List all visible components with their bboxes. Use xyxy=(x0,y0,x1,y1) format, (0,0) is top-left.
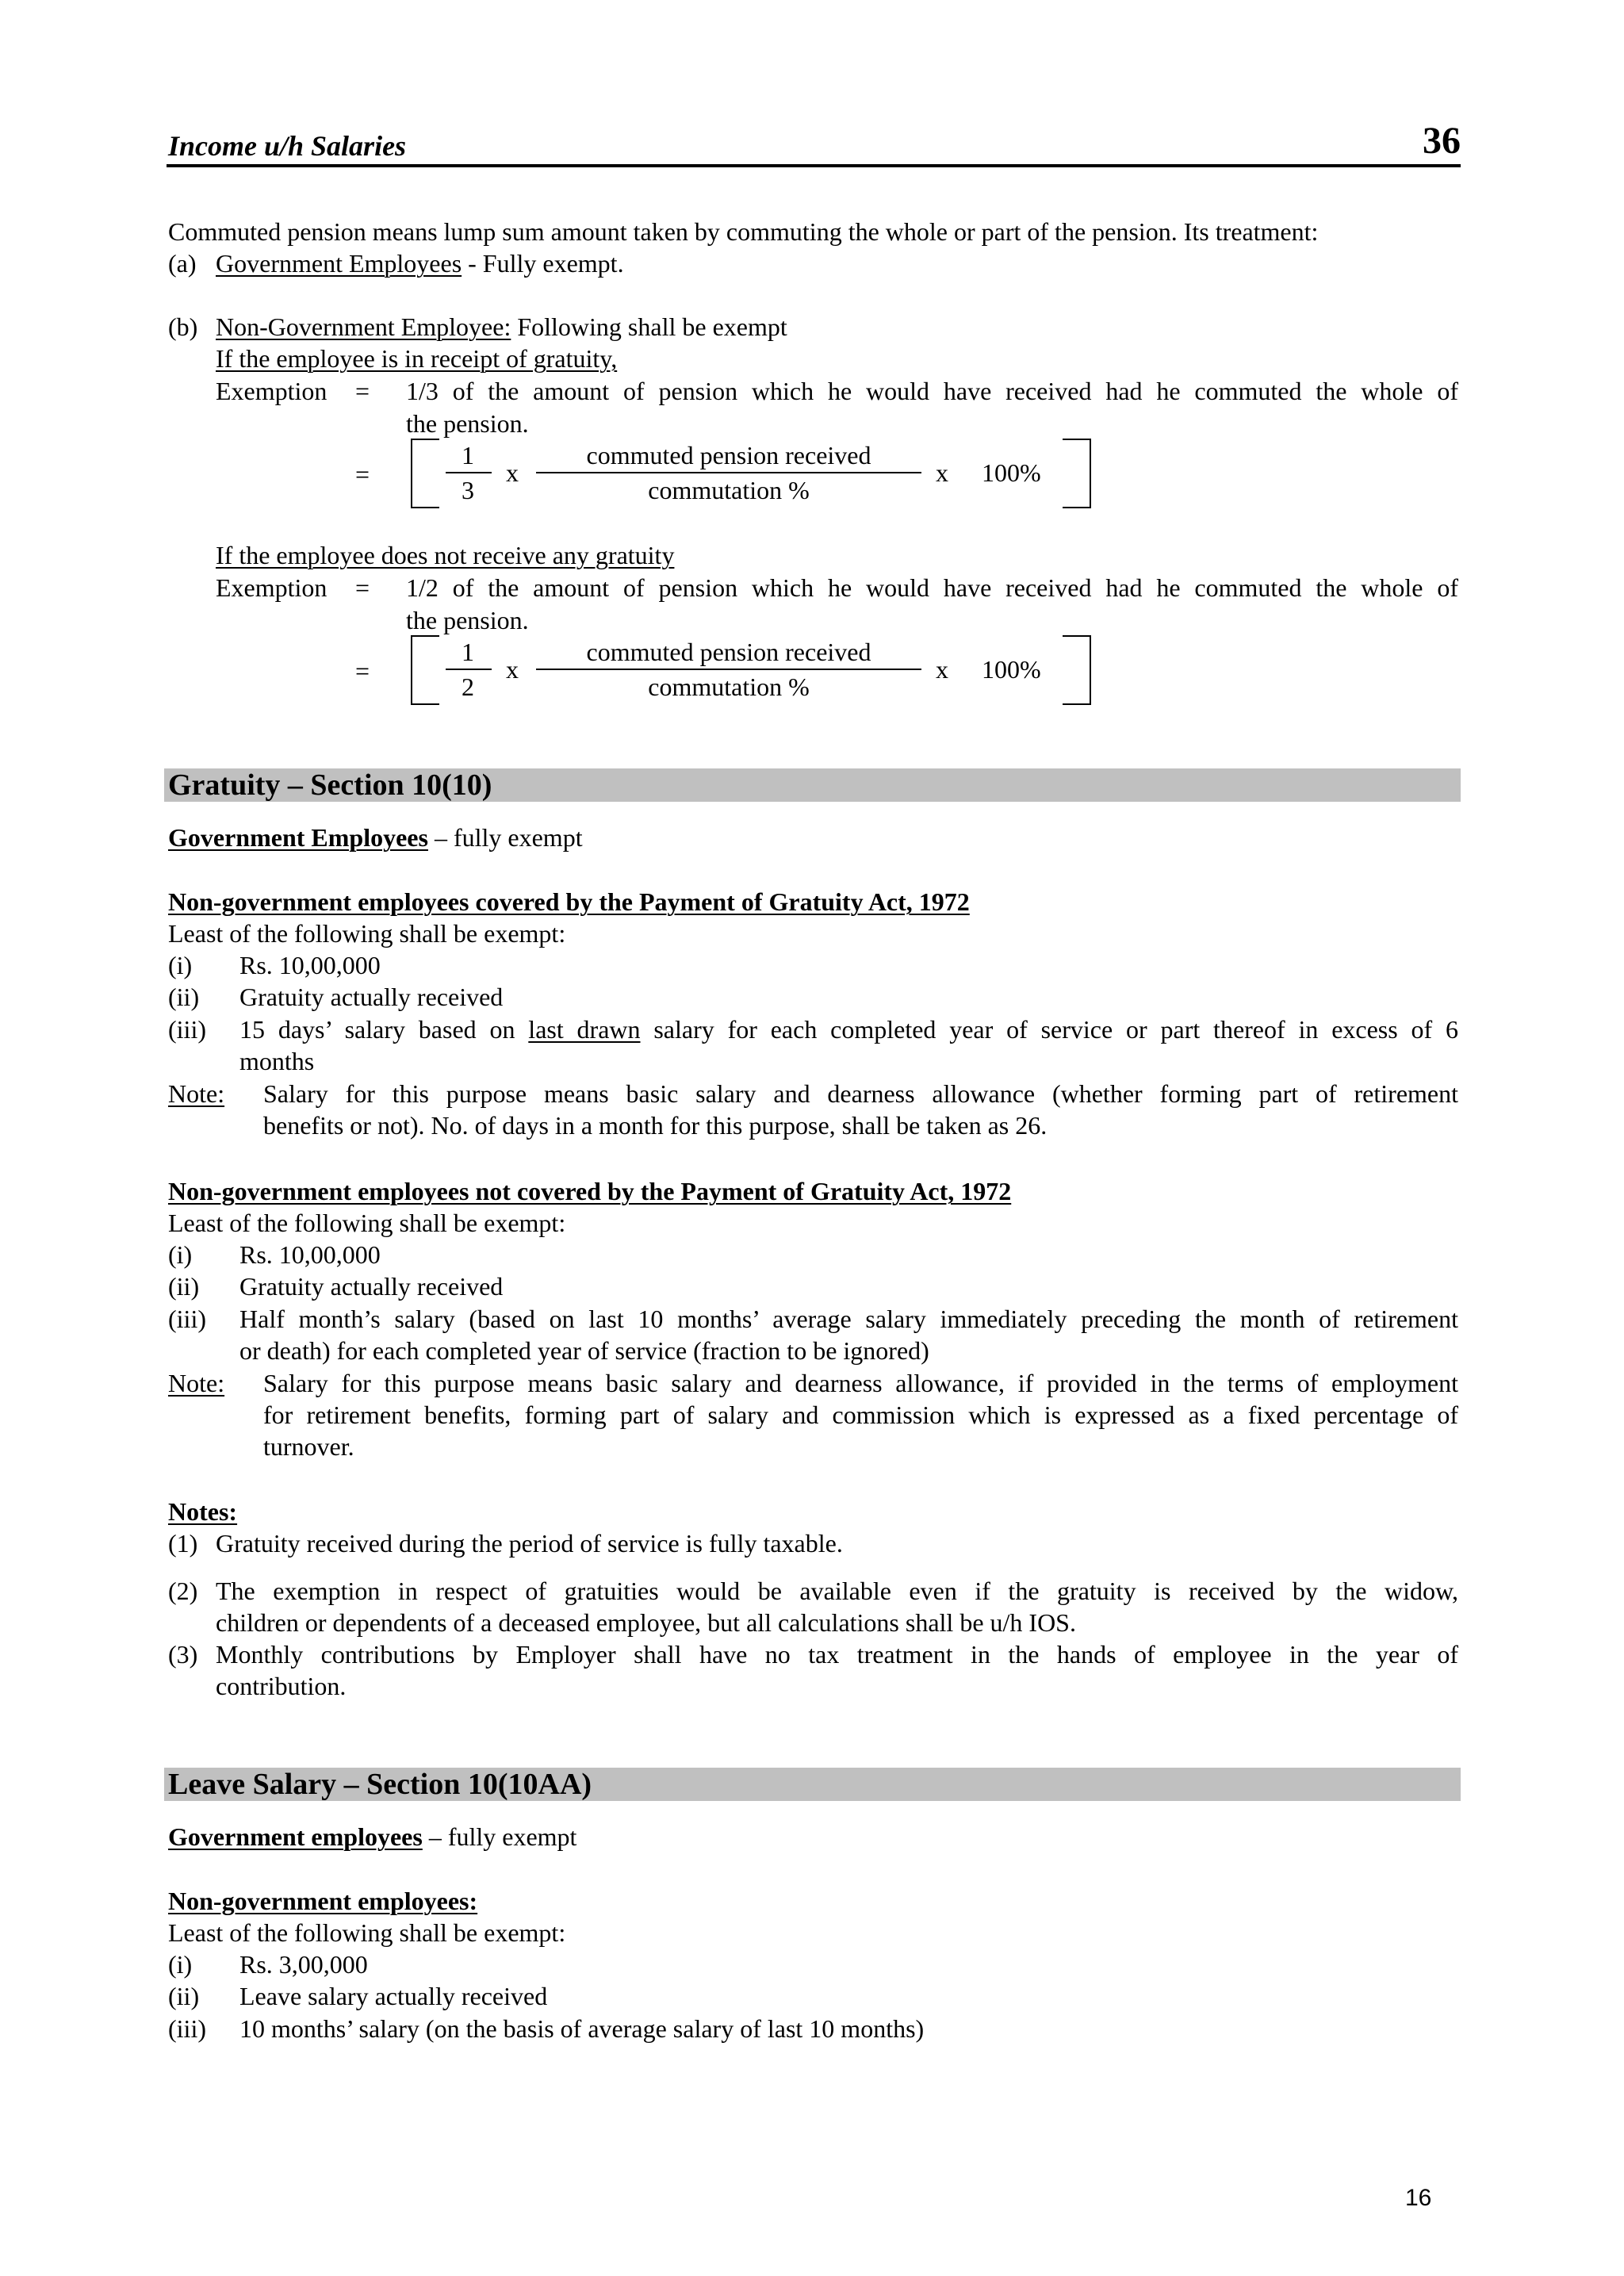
notes-heading: Notes: xyxy=(168,1497,238,1526)
formula-fraction-rule xyxy=(536,669,921,670)
exemption-label: Exemption xyxy=(216,377,327,405)
no-gratuity-condition: If the employee does not receive any gratuity xyxy=(216,541,675,569)
covered-lead: Least of the following shall be exempt: xyxy=(168,919,566,948)
pension-item-b xyxy=(216,311,787,343)
note-text: turnover. xyxy=(263,1432,354,1461)
formula-denominator-text: commutation % xyxy=(648,672,810,701)
section-heading-bar-gratuity xyxy=(164,768,1461,802)
leave-govt-line xyxy=(168,1821,576,1853)
formula-times: x xyxy=(936,458,948,487)
formula-numerator: 1 xyxy=(462,638,474,666)
gratuity-condition: If the employee is in receipt of gratuity, xyxy=(216,344,618,373)
pension-item-a xyxy=(216,247,624,279)
formula-fraction-rule xyxy=(446,669,492,670)
formula-fraction-rule xyxy=(446,472,492,473)
footer-page-number: 16 xyxy=(1405,2185,1432,2211)
pension-intro: Commuted pension means lump sum amount taken by commuting the whole or part of the pension. Its treatment: xyxy=(168,217,1319,246)
formula-right-bracket xyxy=(1063,439,1091,508)
formula-right-bracket xyxy=(1063,635,1091,705)
not-covered-lead: Least of the following shall be exempt: xyxy=(168,1209,566,1237)
gratuity-govt-title: Government Employees xyxy=(168,823,428,852)
note-item: Gratuity received during the period of service is fully taxable. xyxy=(216,1529,843,1558)
last-drawn-term: last drawn xyxy=(528,1015,641,1044)
formula-numerator-text: commuted pension received xyxy=(586,638,871,666)
list-item: Leave salary actually received xyxy=(239,1982,548,2010)
list-marker: (ii) xyxy=(168,983,200,1011)
section-heading-leave-salary: Leave Salary – Section 10(10AA) xyxy=(168,1768,592,1801)
note-text: Salary for this purpose means basic salary and dearness allowance, if provided in the terms of employment xyxy=(263,1369,1458,1397)
note-label: Note: xyxy=(168,1369,225,1397)
note-text: benefits or not). No. of days in a month for this purpose, shall be taken as 26. xyxy=(263,1111,1048,1140)
list-item: Rs. 10,00,000 xyxy=(239,1240,381,1269)
note-text: Salary for this purpose means basic salary and dearness allowance (whether forming part of retirement xyxy=(263,1079,1458,1108)
list-marker: (i) xyxy=(168,951,193,979)
formula-fraction-rule xyxy=(536,472,921,473)
formula-numerator: 1 xyxy=(462,441,474,469)
formula-times: x xyxy=(506,655,519,684)
list-item: Rs. 10,00,000 xyxy=(239,951,381,979)
gratuity-govt-text: – fully exempt xyxy=(427,823,583,852)
list-item-text: 15 days’ salary based on xyxy=(239,1015,529,1044)
pension-item-b-marker: (b) xyxy=(168,312,198,341)
exemption-text-line: 1/3 of the amount of pension which he would have received had he commuted the whole of xyxy=(406,377,1458,405)
list-marker: (ii) xyxy=(168,1982,200,2010)
note-item: Monthly contributions by Employer shall have no tax treatment in the hands of employee in the year of xyxy=(216,1640,1458,1669)
formula-denominator: 2 xyxy=(462,672,474,701)
exemption-equals: = xyxy=(355,573,370,602)
list-item: Gratuity actually received xyxy=(239,983,504,1011)
note-item: The exemption in respect of gratuities would be available even if the gratuity is received by the widow, xyxy=(216,1577,1458,1605)
list-item-continuation: months xyxy=(239,1047,315,1075)
leave-govt-text: – fully exempt xyxy=(422,1822,577,1851)
section-heading-gratuity: Gratuity – Section 10(10) xyxy=(168,768,492,802)
pension-item-a-marker: (a) xyxy=(168,249,197,278)
formula-equals: = xyxy=(355,460,370,489)
pension-item-b-text: Following shall be exempt xyxy=(511,312,787,341)
gratuity-govt-line xyxy=(168,822,583,853)
exemption-text-line: 1/2 of the amount of pension which he would have received had he commuted the whole of xyxy=(406,573,1458,602)
pension-item-a-text: - Fully exempt. xyxy=(462,249,624,278)
list-item-text: salary for each completed year of service or part thereof in excess of 6 xyxy=(640,1015,1459,1044)
leave-nongovt-heading: Non-government employees: xyxy=(168,1887,478,1915)
note-item-continuation: contribution. xyxy=(216,1672,347,1700)
leave-lead: Least of the following shall be exempt: xyxy=(168,1918,566,1947)
list-item: Half month’s salary (based on last 10 months’ average salary immediately preceding the month of retirement xyxy=(239,1305,1458,1333)
covered-act-heading: Non-government employees covered by the Payment of Gratuity Act, 1972 xyxy=(168,887,970,916)
list-marker: (iii) xyxy=(168,2014,206,2043)
formula-numerator-text: commuted pension received xyxy=(586,441,871,469)
formula-percent: 100% xyxy=(982,655,1041,684)
list-item xyxy=(239,1013,1458,1045)
exemption-text-line: the pension. xyxy=(406,606,529,634)
list-item: 10 months’ salary (on the basis of average salary of last 10 months) xyxy=(239,2014,925,2043)
list-marker: (iii) xyxy=(168,1305,206,1333)
note-marker: (3) xyxy=(168,1640,198,1669)
list-item-continuation: or death) for each completed year of service (fraction to be ignored) xyxy=(239,1336,929,1365)
list-item: Gratuity actually received xyxy=(239,1272,504,1301)
header-rule xyxy=(167,164,1461,167)
exemption-label: Exemption xyxy=(216,573,327,602)
not-covered-act-heading: Non-government employees not covered by the Payment of Gratuity Act, 1972 xyxy=(168,1177,1012,1205)
section-heading-bar-leave-salary xyxy=(164,1768,1461,1801)
exemption-equals: = xyxy=(355,377,370,405)
exemption-text-line: the pension. xyxy=(406,409,529,438)
note-marker: (1) xyxy=(168,1529,198,1558)
list-item: Rs. 3,00,000 xyxy=(239,1950,368,1979)
leave-govt-title: Government employees xyxy=(168,1822,423,1851)
govt-employees-link: Government Employees xyxy=(216,249,462,278)
note-item-continuation: children or dependents of a deceased employee, but all calculations shall be u/h IOS. xyxy=(216,1608,1076,1637)
formula-denominator: 3 xyxy=(462,476,474,504)
list-marker: (ii) xyxy=(168,1272,200,1301)
formula-left-bracket xyxy=(411,635,439,705)
list-marker: (i) xyxy=(168,1240,193,1269)
note-text: for retirement benefits, forming part of salary and commission which is expressed as a fixed percentage of xyxy=(263,1400,1458,1429)
formula-percent: 100% xyxy=(982,458,1041,487)
list-marker: (iii) xyxy=(168,1015,206,1044)
formula-left-bracket xyxy=(411,439,439,508)
chapter-page-number: 36 xyxy=(1423,120,1461,162)
formula-times: x xyxy=(506,458,519,487)
formula-times: x xyxy=(936,655,948,684)
formula-denominator-text: commutation % xyxy=(648,476,810,504)
note-label: Note: xyxy=(168,1079,225,1108)
note-marker: (2) xyxy=(168,1577,198,1605)
running-header-title: Income u/h Salaries xyxy=(168,130,407,162)
non-govt-employee-heading: Non-Government Employee: xyxy=(216,312,511,341)
list-marker: (i) xyxy=(168,1950,193,1979)
formula-equals: = xyxy=(355,657,370,685)
